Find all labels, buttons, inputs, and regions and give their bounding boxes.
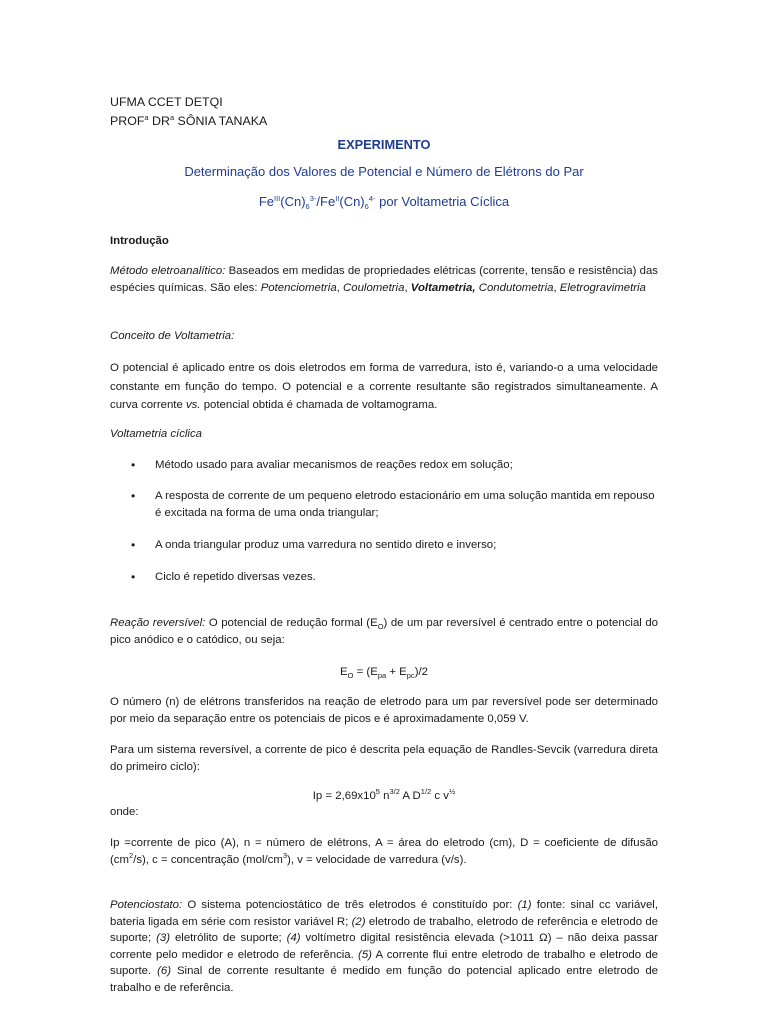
- cyclic-heading: Voltametria cíclica: [110, 428, 202, 440]
- intro-heading: Introdução: [110, 235, 169, 247]
- concept-heading: Conceito de Voltametria:: [110, 330, 235, 342]
- document-subtitle: [110, 163, 658, 211]
- bullet-icon: •: [131, 538, 136, 552]
- randles-paragraph: Para um sistema reversível, a corrente de pico é descrita pela equação de Randles-Sevcik (varredura direta do primeiro ciclo):: [110, 744, 658, 773]
- document-title: EXPERIMENTO: [337, 137, 431, 152]
- subtitle-line-2: $Fe^{III}(Cn)_6^{3-}/Fe^{II}(Cn)_6^{4-}$ por Voltametria Cíclica: [258, 194, 510, 211]
- concept-paragraph: O potencial é aplicado entre os dois eletrodos em forma de varredura, isto é, variando-o a uma velocidade constante em função do tempo. O potencial e a corrente resultante são registrados simultaneamente. A curva corrente vs. potencial obtida é chamada de voltamograma.: [110, 362, 658, 411]
- professor-line: PROF$^a$ $DR^a$ SÔNIA TANAKA: [110, 113, 268, 128]
- institution-line: UFMA CCET DETQI: [110, 95, 223, 109]
- potentiostat-paragraph: Potenciostato: O sistema potenciostático de três eletrodos é constituído por: (1) fonte: sinal cc variável, bateria ligada em série com resistor variável R; (2) eletrodo de trabalho, eletrodo de referência e eletrodo de suporte; (3) eletrólito de suporte; (4) voltímetro digital resistência elevada (>1011 Ω) – não deixa passar corrente pelo medidor e eletrodo de referência. (5) A corrente flui entre eletrodo de trabalho e eletrodo de suporte. (6) Sinal de corrente resultante é medido em função do potencial aplicado entre eletrodo de trabalho e de referência.: [110, 899, 659, 994]
- method-paragraph: Método eletroanalítico: Baseados em medidas de propriedades elétricas (corrente, tensão e resistência) das espécies químicas. São eles: Potenciometria, Coulometria, Voltametria, Condutometria, Eletrogravimetria: [110, 265, 658, 294]
- subtitle-line-1: Determinação dos Valores de Potencial e Número de Elétrons do Par: [184, 164, 584, 179]
- electrons-paragraph: O número (n) de elétrons transferidos na reação de eletrodo para um par reversível pode ser determinado por meio da separação entre os potenciais de picos e é aproximadamente 0,059 V.: [110, 696, 658, 725]
- reversible-paragraph: Reação reversível: O potencial de redução formal $(E_O)$ de um par reversível é centrado entre o potencial do pico anódico e o catódico, ou seja:: [110, 617, 658, 646]
- list-item: • Ciclo é repetido diversas vezes.: [131, 570, 316, 584]
- list-item: • A onda triangular produz uma varredura no sentido direto e inverso;: [131, 538, 497, 552]
- bullet-icon: •: [131, 458, 136, 472]
- bullet-icon: •: [131, 570, 136, 584]
- bullet-icon: •: [131, 489, 136, 503]
- formal-potential-equation: $E_O = (E_{pa} + E_{pc})/2$: [340, 666, 428, 680]
- list-item: • Método usado para avaliar mecanismos de reações redox em solução;: [131, 458, 513, 472]
- definitions-paragraph: Ip =corrente de pico (A), n = número de elétrons, A = área do eletrodo (cm), D = coeficiente de difusão $(cm^2/s)$, c = concentração $(mol/cm^3)$, v = velocidade de varredura (v/s).: [110, 837, 658, 866]
- onde-label: onde:: [110, 806, 139, 818]
- institution-header: [110, 93, 658, 131]
- randles-sevcik-equation: $Ip = 2,69x10^5$ $n^{3/2}$ A $D^{1/2}$ c $v^{\frac{1}{2}}$: [312, 787, 456, 802]
- list-item: • A resposta de corrente de um pequeno eletrodo estacionário em uma solução mantida em repouso é excitada na forma de uma onda triangular;: [131, 489, 655, 519]
